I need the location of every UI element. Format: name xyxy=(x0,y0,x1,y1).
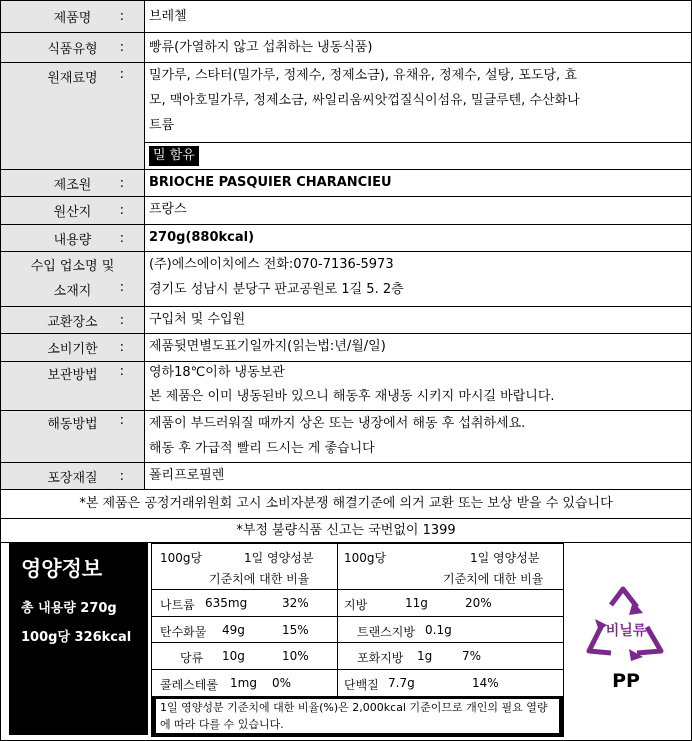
row-food-type: 식품유형 : 빵류(가열하지 않고 섭취하는 냉동식품) xyxy=(1,33,691,63)
divider xyxy=(152,616,563,617)
origin: 프랑스 xyxy=(149,202,187,217)
nutrition-per: 100g당 326kcal xyxy=(21,630,132,645)
row-product-name xyxy=(1,1,691,33)
row-volume: 내용량 : 270g(880kcal) xyxy=(1,225,691,252)
nutrition-footnote-box xyxy=(152,696,563,736)
nutrient-sat: 포화지방 xyxy=(357,651,404,665)
nutrition-title-box xyxy=(9,543,148,735)
ingredients-line2: 모, 맥아호밀가루, 정제소금, 싸일리움씨앗껍질식이섬유, 밀글루텐, 수산화나 xyxy=(149,93,580,108)
manufacturer: BRIOCHE PASQUIER CHARANCIEU xyxy=(149,175,392,190)
row-ingredients: 원재료명 : 밀가루, 스타터(밀가루, 정제수, 정제소금), 유채유, 정제수, 설탕, 포도당, 효 모, 맥아호밀가루, 정제소금, 싸일리움씨앗껍질식이섬유, 밀글루텐, 수산화나 트륨 밀 함유 xyxy=(1,63,691,170)
recycle-code: PP xyxy=(612,670,640,692)
importer-address: 경기도 성남시 분당구 판교공원로 1길 5. 2층 xyxy=(149,282,404,297)
row-storage: 보관방법 : 영하18℃이하 냉동보관 본 제품은 이미 냉동된바 있으니 해동후 재냉동 시키지 마시길 바랍니다. xyxy=(1,362,691,411)
storage-line1: 영하18℃이하 냉동보관 xyxy=(149,365,285,380)
nutrient-protein: 단백질 xyxy=(344,678,379,692)
nutrient-fat: 지방 xyxy=(344,598,368,612)
nutrient-sugar: 당류 xyxy=(180,651,204,665)
volume: 270g(880kcal) xyxy=(149,230,255,245)
notice-report: *부정 불량식품 신고는 국번없이 1399 xyxy=(1,519,691,543)
row-exchange: 교환장소 : 구입처 및 수입원 xyxy=(1,307,691,334)
allergen-badge: 밀 함유 xyxy=(149,146,199,166)
divider xyxy=(152,642,563,643)
nutrient-cholesterol: 콜레스테롤 xyxy=(160,678,218,692)
divider xyxy=(152,589,563,590)
product-name: 브레첼 xyxy=(149,9,187,24)
nutrient-sodium: 나트륨 xyxy=(160,598,195,612)
exchange-place: 구입처 및 수입원 xyxy=(149,312,246,327)
recycle-mark xyxy=(581,583,671,703)
row-importer: 수입 업소명 및 소재지 : (주)에스에이치에스 전화:070-7136-5973 경기도 성남시 분당구 판교공원로 1길 5. 2층 xyxy=(1,252,691,307)
nutrient-trans: 트랜스지방 xyxy=(357,625,415,639)
packaging: 폴리프로필렌 xyxy=(149,468,225,483)
recycle-material: 비닐류 xyxy=(605,623,647,639)
row-expiry: 소비기한 : 제품뒷면별도표기일까지(읽는법:년/월/일) xyxy=(1,334,691,362)
divider xyxy=(145,142,691,143)
divider xyxy=(337,544,338,696)
expiry: 제품뒷면별도표기일까지(읽는법:년/월/일) xyxy=(149,339,386,354)
row-packaging: 포장재질 : 폴리프로필렌 xyxy=(1,463,691,490)
row-maker: 제조원 : BRIOCHE PASQUIER CHARANCIEU xyxy=(1,170,691,197)
nutrition-total: 총 내용량 270g xyxy=(21,601,117,616)
nutrition-title: 영양정보 xyxy=(21,557,103,581)
label-cell: 제품명 : xyxy=(1,1,145,32)
nutrition-section xyxy=(1,543,691,740)
nutrition-table: 100g당 1일 영양성분 기준치에 대한 비율 100g당 1일 영양성분 기준치에 대한 비율 나트륨 635mg 32% 탄수화물 49g 15% 당류 10g 10% 콜레스테롤 1mg 0% 지방 11g 20% 트랜스지방 0.1g 포화지방 1g 7% 단백질 7.7g 14% 1일 영양성분 기준치에 대한 비율(%)은 2,000kcal 기준이므로 개인의 필요 열량에 따라 다를 수 있습니다. xyxy=(151,543,564,737)
ingredients-line3: 트륨 xyxy=(149,118,175,133)
nutrition-footnote: 1일 영양성분 기준치에 대한 비율(%)은 2,000kcal 기준이므로 개인의 필요 열량에 따라 다를 수 있습니다. xyxy=(156,699,559,733)
food-type: 빵류(가열하지 않고 섭취하는 냉동식품) xyxy=(149,40,373,55)
row-origin: 원산지 : 프랑스 xyxy=(1,197,691,225)
nutrient-carb: 탄수화물 xyxy=(160,625,207,639)
storage-line2: 본 제품은 이미 냉동된바 있으니 해동후 재냉동 시키지 마시길 바랍니다. xyxy=(149,389,555,404)
row-thaw: 해동방법 : 제품이 부드러워질 때까지 상온 또는 냉장에서 해동 후 섭취하세요. 해동 후 가급적 빨리 드시는 게 좋습니다 xyxy=(1,411,691,463)
ingredients-line1: 밀가루, 스타터(밀가루, 정제수, 정제소금), 유채유, 정제수, 설탕, 포도당, 효 xyxy=(149,68,577,83)
thaw-line2: 해동 후 가급적 빨리 드시는 게 좋습니다 xyxy=(149,441,375,456)
thaw-line1: 제품이 부드러워질 때까지 상온 또는 냉장에서 해동 후 섭취하세요. xyxy=(149,416,526,431)
notice-exchange: *본 제품은 공정거래위원회 고시 소비자분쟁 해결기준에 의거 교환 또는 보상 받을 수 있습니다 xyxy=(1,490,691,519)
importer-name: (주)에스에이치에스 전화:070-7136-5973 xyxy=(149,257,394,272)
divider xyxy=(152,669,563,670)
recycle-icon xyxy=(581,583,671,668)
